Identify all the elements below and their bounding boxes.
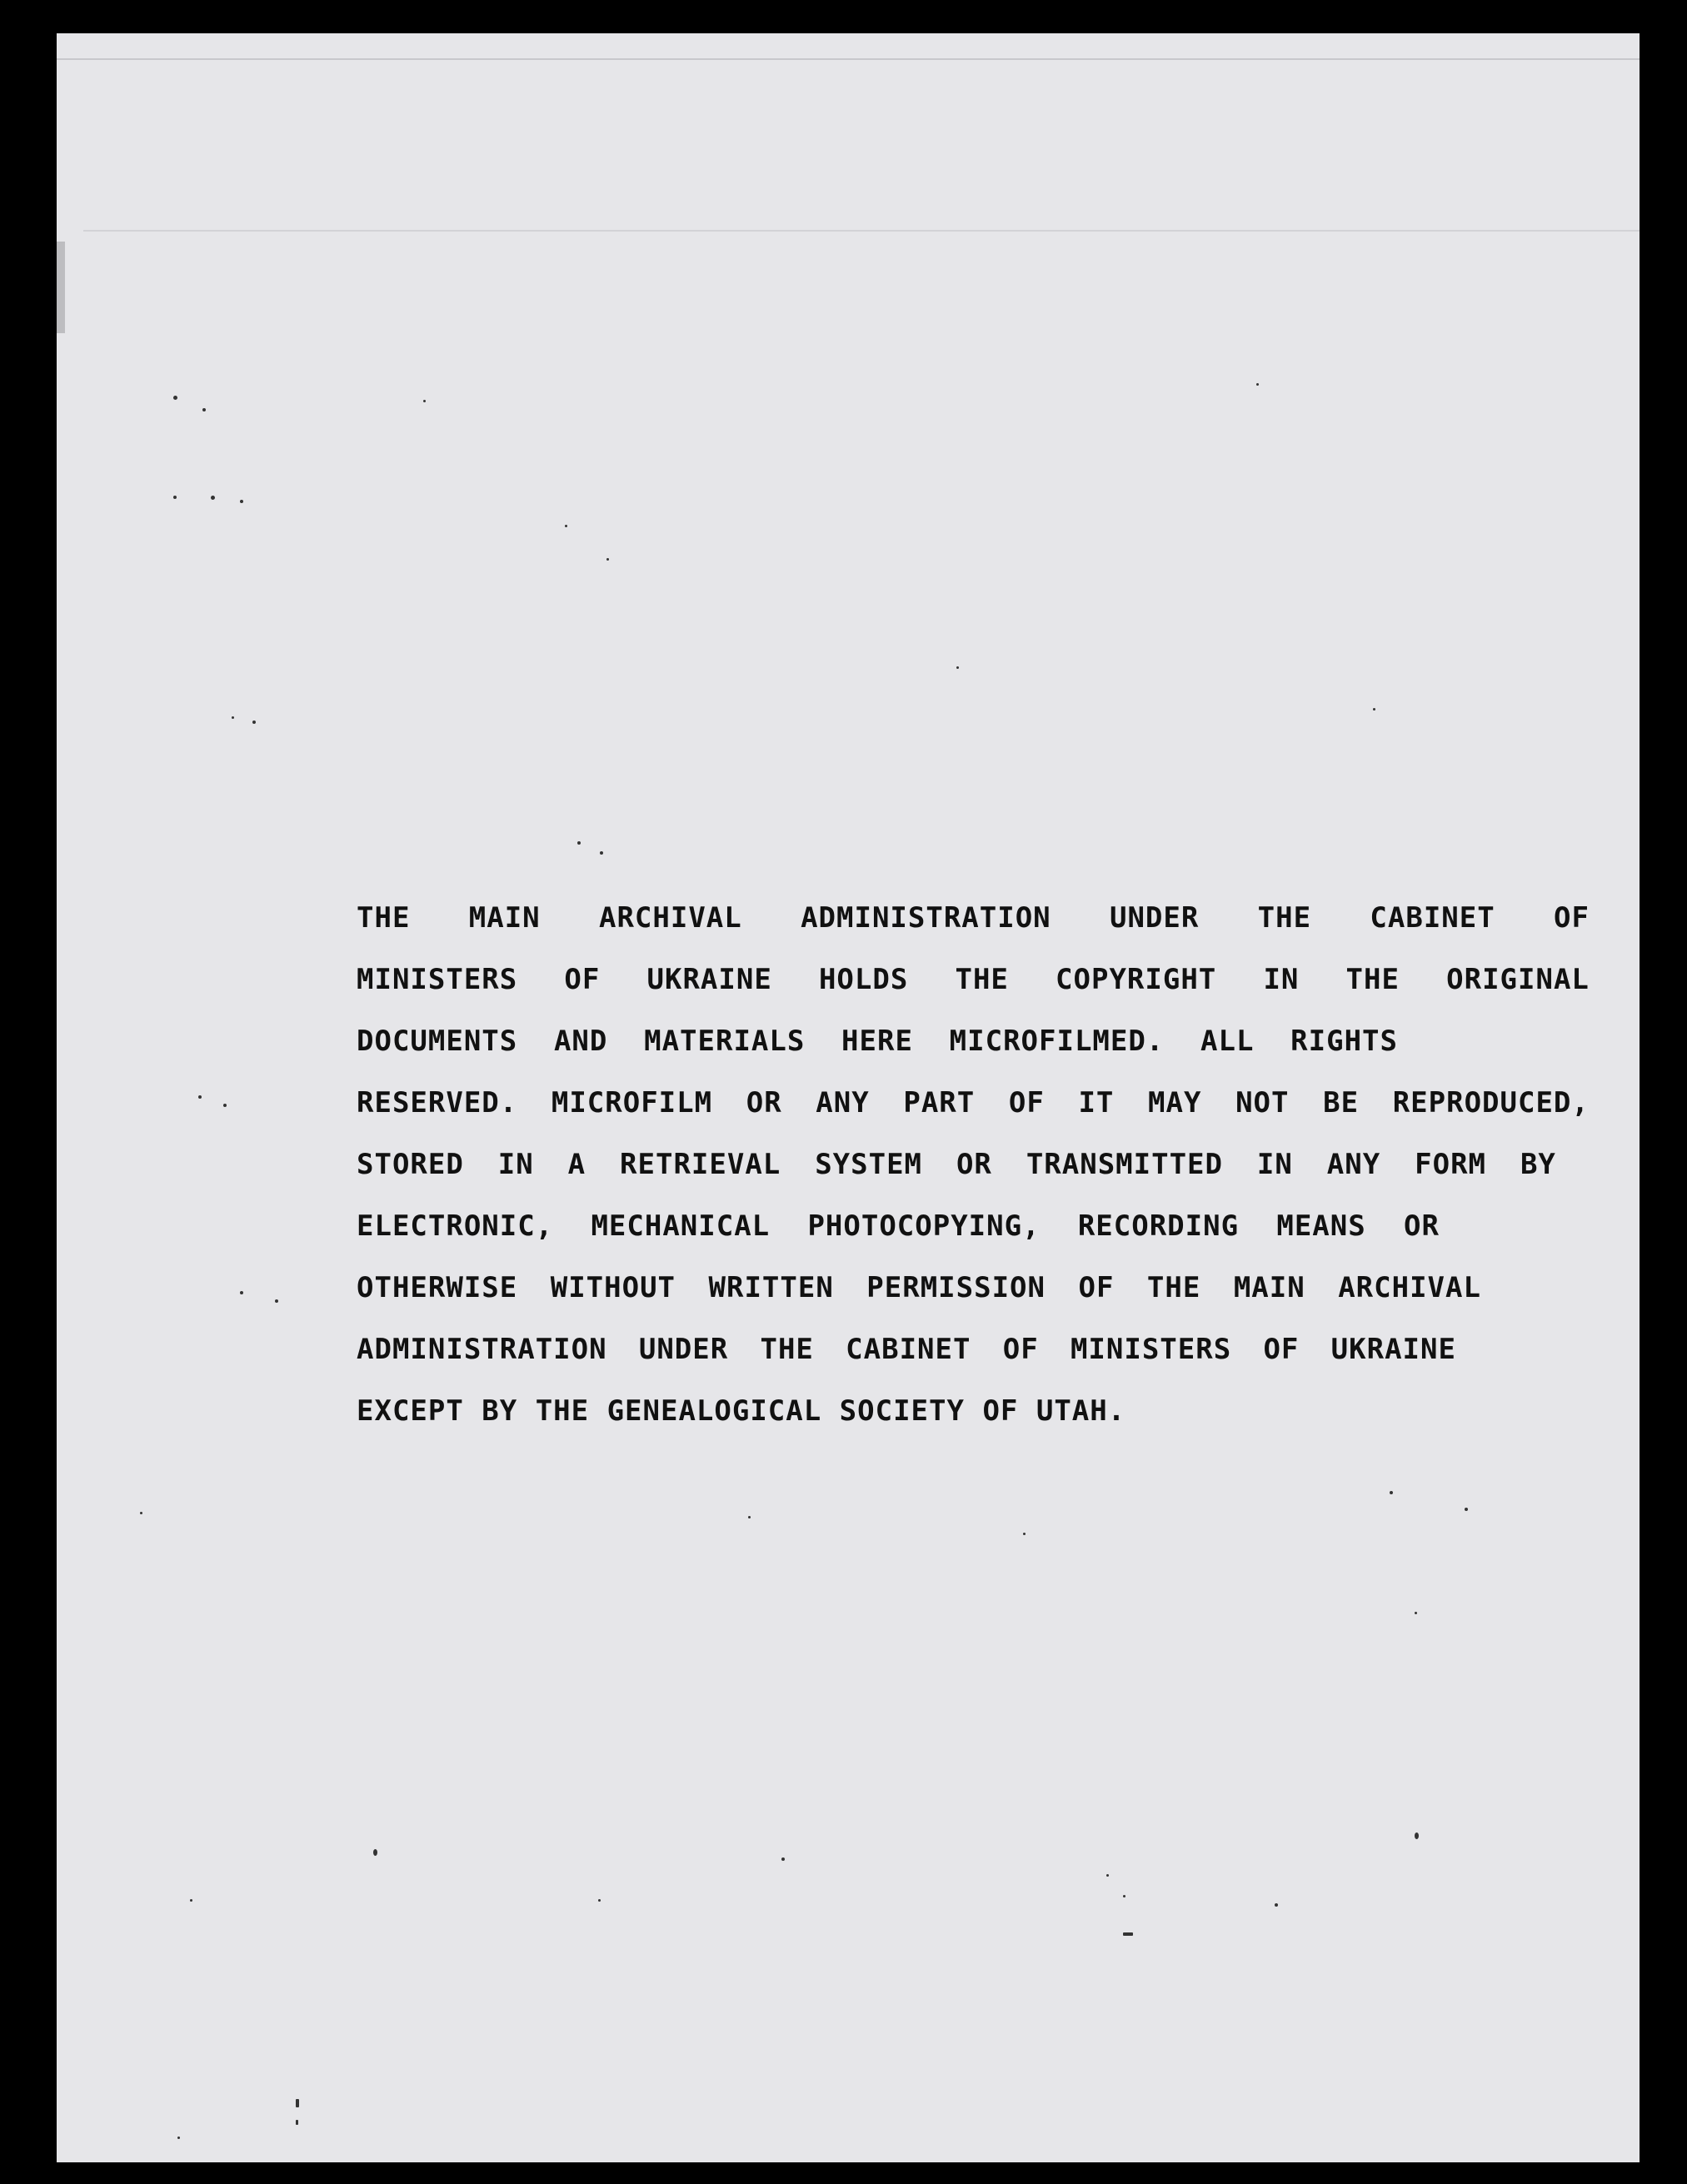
notice-word: TRANSMITTED bbox=[1026, 1148, 1223, 1181]
notice-word: MAIN bbox=[468, 901, 541, 935]
dust-speck bbox=[275, 1299, 278, 1303]
dust-speck bbox=[202, 408, 206, 411]
dust-speck bbox=[1106, 1874, 1109, 1877]
dust-speck bbox=[173, 496, 177, 499]
notice-word: UKRAINE bbox=[1330, 1333, 1456, 1366]
dust-speck bbox=[173, 396, 177, 400]
dust-speck bbox=[606, 558, 609, 561]
notice-word: RIGHTS bbox=[1290, 1025, 1398, 1058]
notice-word: ADMINISTRATION bbox=[801, 901, 1051, 935]
dust-speck bbox=[423, 400, 426, 402]
notice-word: MATERIALS bbox=[644, 1025, 806, 1058]
notice-word: ANY bbox=[1326, 1148, 1381, 1181]
notice-word: UNDER bbox=[638, 1333, 729, 1366]
dust-speck bbox=[577, 841, 581, 845]
notice-word: MECHANICAL bbox=[591, 1209, 771, 1243]
notice-word: MINISTERS bbox=[1070, 1333, 1232, 1366]
dust-speck bbox=[600, 851, 603, 855]
dust-speck bbox=[781, 1857, 785, 1861]
copyright-notice bbox=[357, 887, 1590, 1442]
notice-word: BY bbox=[1520, 1148, 1556, 1181]
notice-word: OR bbox=[1403, 1209, 1440, 1243]
notice-word: AND bbox=[553, 1025, 608, 1058]
notice-word: THE bbox=[1345, 963, 1400, 996]
notice-line bbox=[357, 1257, 1481, 1319]
notice-word: ANY bbox=[816, 1086, 870, 1119]
notice-word: CABINET bbox=[846, 1333, 971, 1366]
notice-line bbox=[357, 1319, 1456, 1380]
dust-speck bbox=[1415, 1612, 1417, 1614]
notice-word: ALL bbox=[1200, 1025, 1255, 1058]
notice-word: IN bbox=[1263, 963, 1300, 996]
dust-speck bbox=[223, 1104, 227, 1107]
notice-word: COPYRIGHT bbox=[1056, 963, 1217, 996]
notice-word: OF bbox=[1008, 1086, 1045, 1119]
dust-speck bbox=[198, 1095, 202, 1099]
notice-word: MICROFILM bbox=[551, 1086, 713, 1119]
notice-line: EXCEPT BY THE GENEALOGICAL SOCIETY OF UTAH. bbox=[357, 1394, 1126, 1428]
dust-speck bbox=[232, 716, 234, 719]
notice-word: OTHERWISE bbox=[357, 1271, 518, 1304]
notice-word: ARCHIVAL bbox=[598, 901, 742, 935]
notice-word: ARCHIVAL bbox=[1338, 1271, 1481, 1304]
dust-speck bbox=[240, 1291, 243, 1294]
notice-line bbox=[357, 1072, 1590, 1134]
notice-word: RESERVED. bbox=[357, 1086, 518, 1119]
dust-speck bbox=[1390, 1491, 1393, 1494]
notice-word: WITHOUT bbox=[550, 1271, 676, 1304]
notice-word: MEANS bbox=[1276, 1209, 1366, 1243]
notice-word: CABINET bbox=[1370, 901, 1495, 935]
notice-word: ORIGINAL bbox=[1446, 963, 1590, 996]
dust-speck bbox=[211, 496, 215, 500]
dust-speck bbox=[1123, 1895, 1125, 1897]
dust-speck bbox=[252, 721, 256, 724]
notice-word: THE bbox=[955, 963, 1009, 996]
notice-word: OF bbox=[1554, 901, 1590, 935]
dust-speck bbox=[1465, 1508, 1468, 1511]
notice-line bbox=[357, 1010, 1398, 1072]
sheet-inner-edge bbox=[83, 230, 1640, 232]
notice-word: HOLDS bbox=[818, 963, 909, 996]
sheet-top-edge bbox=[57, 58, 1640, 60]
dust-speck bbox=[240, 500, 243, 503]
notice-word: SYSTEM bbox=[815, 1148, 923, 1181]
notice-word: RETRIEVAL bbox=[620, 1148, 781, 1181]
notice-word: ADMINISTRATION bbox=[357, 1333, 607, 1366]
notice-line bbox=[357, 1195, 1440, 1257]
dust-speck bbox=[1415, 1832, 1419, 1839]
notice-word: STORED bbox=[357, 1148, 464, 1181]
notice-word: OF bbox=[564, 963, 601, 996]
dust-speck bbox=[748, 1516, 751, 1518]
notice-word: UKRAINE bbox=[646, 963, 772, 996]
dust-speck bbox=[190, 1899, 192, 1902]
film-smudge bbox=[57, 242, 65, 333]
paper-sheet bbox=[57, 33, 1640, 2162]
dust-speck bbox=[956, 666, 959, 669]
notice-word: THE bbox=[760, 1333, 814, 1366]
notice-word: THE bbox=[357, 901, 411, 935]
notice-word: OR bbox=[746, 1086, 782, 1119]
notice-word: OF bbox=[1078, 1271, 1115, 1304]
notice-word: HERE bbox=[841, 1025, 913, 1058]
notice-word: PHOTOCOPYING, bbox=[807, 1209, 1041, 1243]
dust-speck bbox=[177, 2137, 180, 2139]
notice-word: MINISTERS bbox=[357, 963, 518, 996]
notice-word: REPRODUCED, bbox=[1392, 1086, 1590, 1119]
notice-word: MAY bbox=[1148, 1086, 1202, 1119]
notice-line bbox=[357, 949, 1590, 1010]
notice-word: WRITTEN bbox=[708, 1271, 834, 1304]
notice-word: MAIN bbox=[1233, 1271, 1305, 1304]
notice-line bbox=[357, 1134, 1556, 1195]
dust-speck bbox=[1373, 708, 1375, 711]
notice-word: BE bbox=[1323, 1086, 1360, 1119]
dust-speck bbox=[1123, 1932, 1133, 1936]
notice-line bbox=[357, 887, 1590, 949]
notice-word: NOT bbox=[1235, 1086, 1290, 1119]
notice-word: THE bbox=[1146, 1271, 1201, 1304]
notice-word: PART bbox=[903, 1086, 976, 1119]
notice-word: OR bbox=[956, 1148, 992, 1181]
notice-word: RECORDING bbox=[1077, 1209, 1240, 1243]
dust-speck bbox=[598, 1899, 601, 1902]
notice-word: FORM bbox=[1415, 1148, 1487, 1181]
notice-word: PERMISSION bbox=[866, 1271, 1046, 1304]
notice-word: UNDER bbox=[1109, 901, 1200, 935]
notice-word: DOCUMENTS bbox=[357, 1025, 518, 1058]
notice-word: A bbox=[567, 1148, 586, 1181]
notice-word: OF bbox=[1002, 1333, 1039, 1366]
dust-speck bbox=[565, 525, 567, 527]
notice-word: MICROFILMED. bbox=[949, 1025, 1165, 1058]
dust-speck bbox=[1275, 1903, 1278, 1907]
dust-speck bbox=[373, 1849, 377, 1856]
dust-speck bbox=[1256, 383, 1259, 386]
notice-word: IT bbox=[1078, 1086, 1115, 1119]
notice-word: OF bbox=[1263, 1333, 1300, 1366]
notice-word: IN bbox=[1256, 1148, 1293, 1181]
dust-speck bbox=[296, 2099, 299, 2107]
dust-speck bbox=[1023, 1533, 1026, 1535]
notice-word: THE bbox=[1257, 901, 1312, 935]
dust-speck bbox=[296, 2120, 298, 2125]
notice-word: IN bbox=[497, 1148, 534, 1181]
dust-speck bbox=[140, 1512, 142, 1514]
notice-word: ELECTRONIC, bbox=[357, 1209, 554, 1243]
